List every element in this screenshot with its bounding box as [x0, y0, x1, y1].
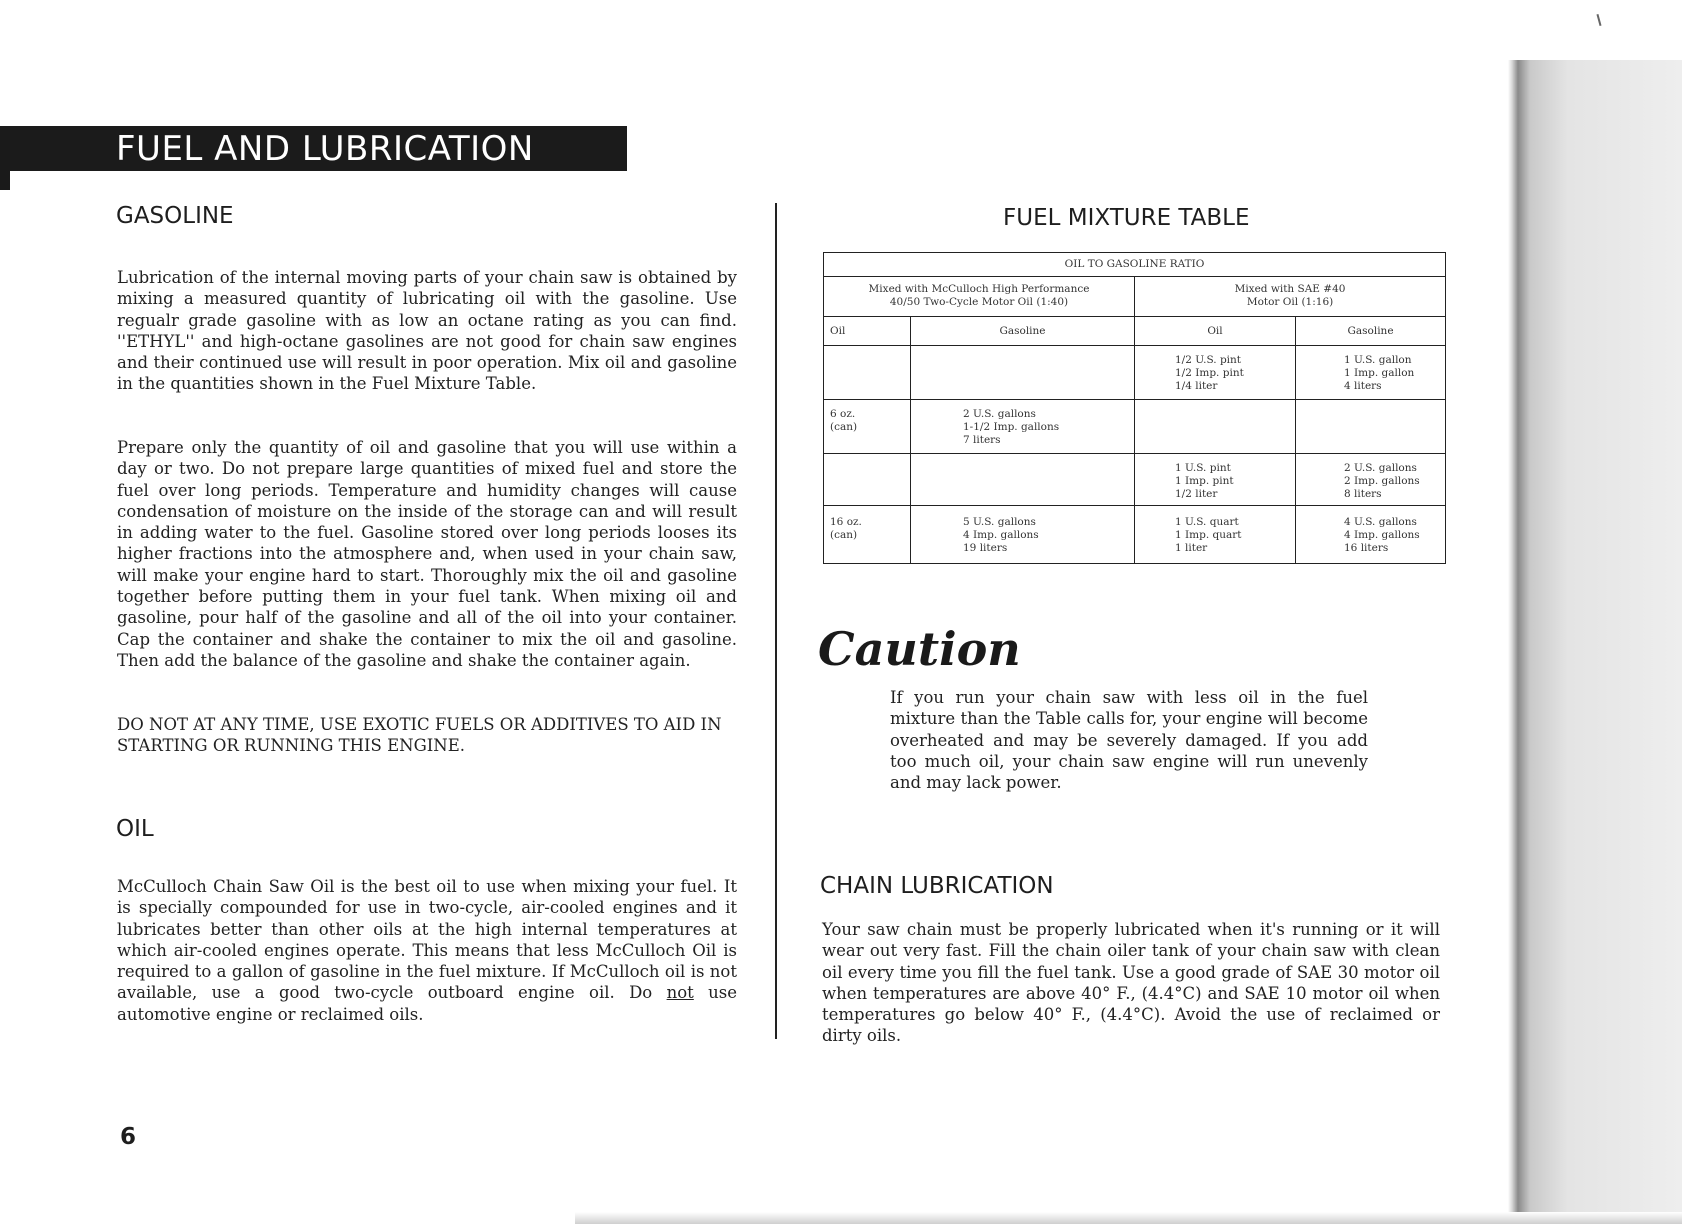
column-header-oil: Oil: [824, 317, 911, 346]
table-cell: 6 oz. (can): [824, 400, 911, 454]
column-divider: [775, 203, 777, 1039]
table-row: [824, 400, 1446, 454]
bottom-edge-shadow: [575, 1212, 1682, 1224]
table-cell: [1135, 400, 1296, 454]
banner-tab: [0, 140, 10, 190]
column-header-oil: Oil: [1135, 317, 1296, 346]
gasoline-heading: GASOLINE: [116, 203, 234, 229]
chain-lubrication-text: Your saw chain must be properly lubricated when it's running or it will wear out very fast. Fill the chain oiler tank of your chain saw with clean oil every time you fill the fuel tank. Use a good grade of SAE 30 motor oil when temperatures are above 40° F., (4.4°C) and SAE 10 motor oil when temperatures go below 40° F., (4.4°C). Avoid the use of reclaimed or dirty oils.: [822, 920, 1440, 1046]
oil-paragraph: McCulloch Chain Saw Oil is the best oil to use when mixing your fuel. It is specially compounded for use in two-cycle, air-cooled engines and it lubricates better than other oils at the high internal temperatures at which air-cooled engines operate. This means that less McCulloch Oil is required to a gallon of gasoline in the fuel mixture. If McCulloch oil is not available, use a good two-cycle outboard engine oil. Do not use automotive engine or reclaimed oils.: [117, 877, 737, 1024]
table-cell: 5 U.S. gallons 4 Imp. gallons 19 liters: [911, 506, 1135, 564]
table-cell: [824, 346, 911, 400]
table-cell: 1 U.S. quart 1 Imp. quart 1 liter: [1135, 506, 1296, 564]
table-cell: 1 U.S. gallon 1 Imp. gallon 4 liters: [1296, 346, 1446, 400]
gasoline-paragraph-1: Lubrication of the internal moving parts of your chain saw is obtained by mixing a measured quantity of lubricating oil with the gasoline. Use regualr grade gasoline with as low an octane rating as you can find. ''ETHYL'' and high-octane gasolines are not good for chain saw engines and their continued use will result in poor operation. Mix oil and gasoline in the quantities shown in the Fuel Mixture Table.: [117, 268, 737, 394]
fuel-mixture-table: [823, 252, 1446, 564]
page-gutter-shadow: [1508, 60, 1682, 1224]
not-emphasis: not: [666, 983, 694, 1003]
ratio-header: OIL TO GASOLINE RATIO: [824, 253, 1446, 277]
table-cell: 1/2 U.S. pint 1/2 Imp. pint 1/4 liter: [1135, 346, 1296, 400]
column-header-gasoline: Gasoline: [1296, 317, 1446, 346]
table-cell: 4 U.S. gallons 4 Imp. gallons 16 liters: [1296, 506, 1446, 564]
table-cell: [824, 454, 911, 506]
column-header-gasoline: Gasoline: [911, 317, 1135, 346]
table-cell: 16 oz. (can): [824, 506, 911, 564]
caution-title: Caution: [818, 622, 1021, 676]
table-cell: [911, 454, 1135, 506]
group-header-mcculloch: Mixed with McCulloch High Performance 40/50 Two-Cycle Motor Oil (1:40): [824, 277, 1135, 317]
table-row: [824, 346, 1446, 400]
caution-text: If you run your chain saw with less oil in the fuel mixture than the Table calls for, your engine will become overheated and may be severely damaged. If you add too much oil, your chain saw engine will run unevenly and may lack power.: [890, 688, 1368, 793]
page-number: 6: [120, 1124, 137, 1150]
table-cell: 2 U.S. gallons 1-1/2 Imp. gallons 7 liters: [911, 400, 1135, 454]
fuel-mixture-table-heading: FUEL MIXTURE TABLE: [1003, 205, 1250, 231]
oil-heading: OIL: [116, 816, 154, 842]
page-title: FUEL AND LUBRICATION: [116, 129, 534, 169]
gasoline-paragraph-2: Prepare only the quantity of oil and gasoline that you will use within a day or two. Do not prepare large quantities of mixed fuel and store the fuel over long periods. Temperature and humidity changes will cause condensation of moisture on the inside of the storage can and will result in adding water to the fuel. Gasoline stored over long periods looses its higher fractions into the atmosphere and, when used in your chain saw, will make your engine hard to start. Thoroughly mix the oil and gasoline together before putting them in your fuel tank. When mixing oil and gasoline, pour half of the gasoline and all of the oil into your container. Cap the container and shake the container to mix the oil and gasoline. Then add the balance of the gasoline and shake the container again.: [117, 438, 737, 670]
table-cell: [911, 346, 1135, 400]
column-header-row: [824, 317, 1446, 346]
table-cell: 1 U.S. pint 1 Imp. pint 1/2 liter: [1135, 454, 1296, 506]
table-row: [824, 454, 1446, 506]
table-row: [824, 506, 1446, 564]
chain-lubrication-heading: CHAIN LUBRICATION: [820, 873, 1054, 899]
table-cell: [1296, 400, 1446, 454]
group-header-row: [824, 277, 1446, 317]
gasoline-warning: DO NOT AT ANY TIME, USE EXOTIC FUELS OR ADDITIVES TO AID IN STARTING OR RUNNING THIS ENGINE.: [117, 715, 722, 756]
ratio-header-row: [824, 253, 1446, 277]
table-cell: 2 U.S. gallons 2 Imp. gallons 8 liters: [1296, 454, 1446, 506]
scan-mark: [1596, 14, 1601, 26]
group-header-sae40: Mixed with SAE #40 Motor Oil (1:16): [1135, 277, 1446, 317]
